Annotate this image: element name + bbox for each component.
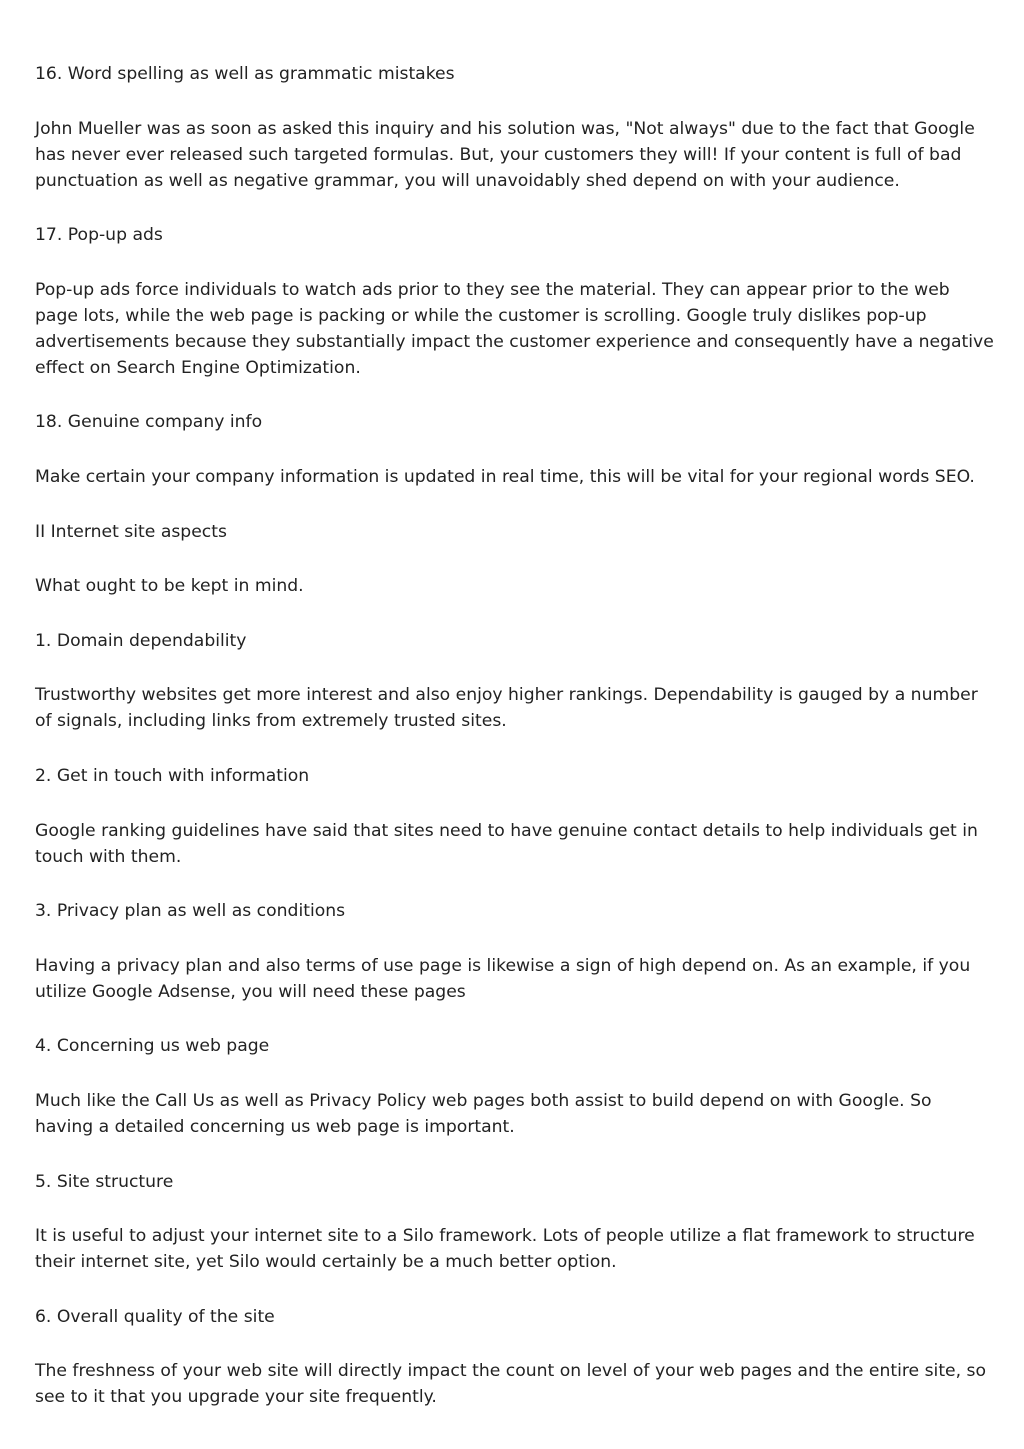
section-heading-4: 4. Concerning us web page — [35, 1036, 270, 1057]
section-heading-3: 3. Privacy plan as well as conditions — [35, 901, 346, 922]
section-body-6: The freshness of your web site will directly impact the count on level of your web pages and the entire site, so see to it that you upgrade your site frequently. — [35, 1361, 987, 1408]
section-heading-5: 5. Site structure — [35, 1171, 174, 1192]
section-body-2: Google ranking guidelines have said that sites need to have genuine contact details to help individuals get in touch with them. — [35, 820, 978, 867]
part-heading-internet-site-aspects: II Internet site aspects — [35, 521, 227, 542]
section-heading-6: 6. Overall quality of the site — [35, 1306, 275, 1327]
section-body-4: Much like the Call Us as well as Privacy Policy web pages both assist to build depend on with Google. So having a detailed concerning us web page is important. — [35, 1090, 932, 1137]
section-heading-18: 18. Genuine company info — [35, 412, 263, 433]
section-body-3: Having a privacy plan and also terms of use page is likewise a sign of high depend on. As an example, if you utilize Google Adsense, you will need these pages — [35, 955, 971, 1002]
section-heading-1: 1. Domain dependability — [35, 630, 247, 651]
section-heading-17: 17. Pop-up ads — [35, 225, 163, 246]
section-heading-16: 16. Word spelling as well as grammatic mistakes — [35, 64, 455, 84]
section-body-17: Pop-up ads force individuals to watch ads prior to they see the material. They can appear prior to the web page lots, while the web page is packing or while the customer is scrolling. Google truly dislikes pop-up advertisements because they substantially impact the customer experience and consequently have a negative effect on Search Engine Optimization. — [35, 279, 994, 378]
document-page — [35, 61, 995, 1439]
part-intro: What ought to be kept in mind. — [35, 576, 304, 597]
section-body-16: John Mueller was as soon as asked this inquiry and his solution was, "Not always" due to the fact that Google has never ever released such targeted formulas. But, your customers they will! If your content is full of bad punctuation as well as negative grammar, you will unavoidably shed depend on with your audience. — [35, 118, 975, 191]
section-body-18: Make certain your company information is updated in real time, this will be vital for your regional words SEO. — [35, 466, 975, 487]
section-body-1: Trustworthy websites get more interest and also enjoy higher rankings. Dependability is gauged by a number of signals, including links from extremely trusted sites. — [35, 685, 978, 732]
section-heading-2: 2. Get in touch with information — [35, 765, 310, 786]
section-body-5: It is useful to adjust your internet site to a Silo framework. Lots of people utilize a flat framework to structure their internet site, yet Silo would certainly be a much better option. — [35, 1226, 975, 1273]
